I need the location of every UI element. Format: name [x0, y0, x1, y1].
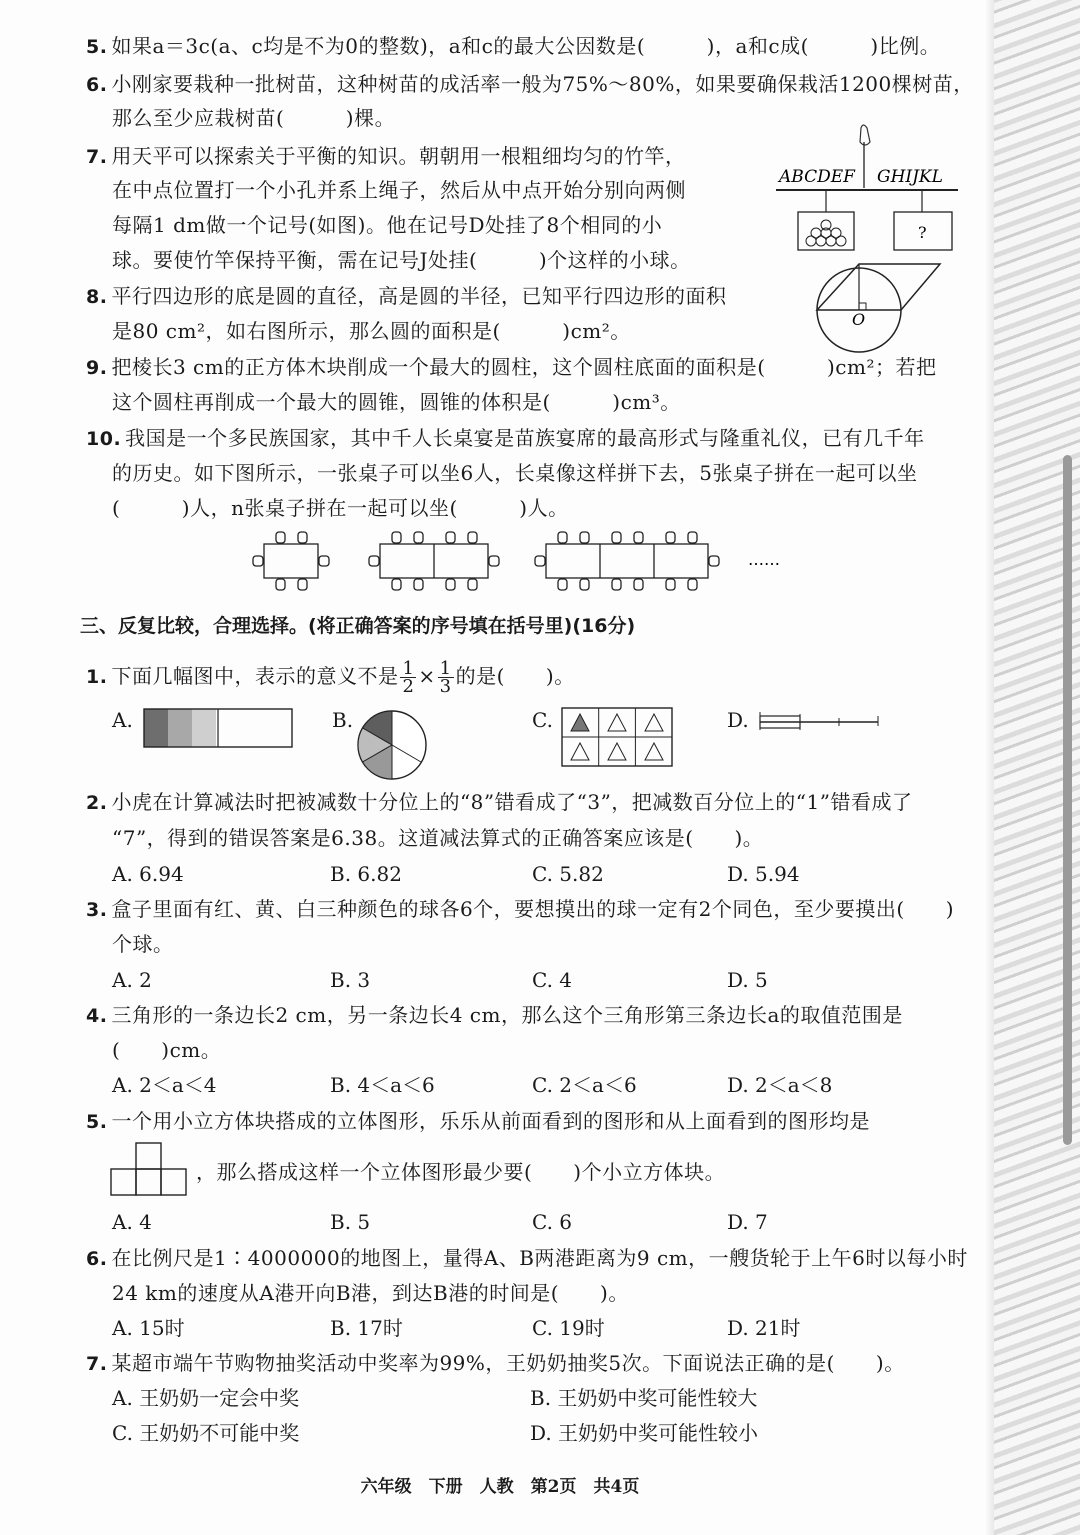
unknown-mark: ?: [918, 223, 927, 242]
option-d-segment-figure: [758, 710, 883, 734]
tables-figure: [248, 530, 808, 590]
option-b-pie-figure: [358, 706, 428, 786]
question-2-7: 7. 用天平可以探索关于平衡的知识。朝朝用一根粗细均匀的竹竿，: [86, 144, 686, 168]
scrollbar[interactable]: [1063, 455, 1072, 1145]
section-3-title: 三、反复比较，合理选择。(将正确答案的序号填在括号里)(16分): [80, 615, 636, 637]
question-2-9: 9. 把棱长3 cm的正方体木块削成一个最大的圆柱，这个圆柱底面的面积是( )cm²；若把: [86, 355, 937, 379]
fraction-one-half: $\frac{1}{2}$: [402, 658, 415, 697]
choice-question-5: 5. 一个用小立方体块搭成的立体图形，乐乐从前面看到的图形和从上面看到的图形均是: [86, 1109, 870, 1133]
question-2-5: 5. 如果a＝3c(a、c均是不为0的整数)，a和c的最大公因数是( )，a和c成( )比例。: [86, 34, 941, 58]
option-c-triangles-figure: [562, 708, 674, 768]
page-footer: 六年级 下册 人教 第2页 共4页: [360, 1477, 640, 1497]
question-2-6: 6. 小刚家要栽种一批树苗，这种树苗的成活率一般为75%～80%，如果要确保栽活1200棵树苗，: [86, 72, 974, 96]
choice-question-1: 1. 下面几幅图中，表示的意义不是 $\frac{1}{2}$ × $\frac{1}{3}$ 的是( )。: [86, 658, 575, 697]
balance-figure: [776, 120, 966, 260]
choice-question-4: 4. 三角形的一条边长2 cm，另一条边长4 cm，那么这个三角形第三条边长a的取值范围是: [86, 1003, 903, 1027]
ellipsis: ……: [748, 550, 780, 569]
choice-question-2: 2. 小虎在计算减法时把被减数十分位上的“8”错看成了“3”，把减数百分位上的“1”错看成了: [86, 790, 913, 814]
right-letters: GHIJKL: [877, 167, 943, 187]
choice-question-6: 6. 在比例尺是1∶4000000的地图上，量得A、B两港距离为9 cm，一艘货轮于上午6时以每小时: [86, 1246, 968, 1270]
exam-page: 5. 如果a＝3c(a、c均是不为0的整数)，a和c的最大公因数是( )，a和c成( )比例。 6. 小刚家要栽种一批树苗，这种树苗的成活率一般为75%～80%，如果要确保栽活1200棵树苗， 那么至少应栽树苗( )棵。 7. 用天平可以探索关于平衡的知识。朝朝用一根粗细均匀的竹竿， 在中点位置打一个小孔并系上绳子，然后从中点开始分别向两侧 每隔1 dm做一个记号(如图)。他在记号D处挂了8个相同的小 球。要使竹竿保持平衡，需在记号J处挂( )个这样的小球。 ABCDEF GHIJKL ? 8. 平行四边形的底是圆的直径，高是圆的半径，已知平行四边形的面积 是80 cm²，如右图所示，那么圆的面积是( )cm²。 O 9. 把棱长3 cm的正方体木块削成一个最大的圆柱，这个圆柱底面的面积是( )cm²；若把 这个圆柱再削成一个最大的圆锥，圆锥的体积是( )cm³。 10. 我国是一个多民族国家，其中千人长桌宴是苗族宴席的最高形式与隆重礼仪，已有几千年 的历史。如下图所示，一张桌子可以坐6人，长桌像这样拼下去，5张桌子拼在一起可以坐 ( )人，n张桌子拼在一起可以坐( )人。 …… 三、反复比较，合理选择。(将正确答案的序号填在括号里)(16分) 1. 下面几幅图中，表示的意义不是 $\frac{1}{2}$ × $\frac{1}{3}$ 的是( )。 A. B. C. D. 2. 小虎在计算减法时把被减数十分位上的“8”错看成了“3”，把减数百分位上的“1”错看成了 “7”，得到的错误答案是6.38。这道减法算式的正确答案应该是( )。 A. 6.94 B. 6.82 C. 5.82 D. 5.94 3. 盒子里面有红、黄、白三种颜色的球各6个，要想摸出的球一定有2个同色，至少要摸出( ) 个球。 A. 2 B. 3 C. 4 D. 5 4. 三角形的一条边长2 cm，另一条边长4 cm，那么这个三角形第三条边长a的取值范围是 ( )cm。 A. 2＜a＜4 B. 4＜a＜6 C. 2＜a＜6 D. 2＜a＜8 5. 一个用小立方体块搭成的立体图形，乐乐从前面看到的图形和从上面看到的图形均是 ，那么搭成这样一个立体图形最少要( )个小立方体块。 A. 4 B. 5 C. 6 D. 7 6. 在比例尺是1∶4000000的地图上，量得A、B两港距离为9 cm，一艘货轮于上午6时以每小时 24 km的速度从A港开向B港，到达B港的时间是( )。 A. 15时 B. 17时 C. 19时 D. 21时 7. 某超市端午节购物抽奖活动中奖率为99%，王奶奶抽奖5次。下面说法正确的是( )。 A. 王奶奶一定会中奖 B. 王奶奶中奖可能性较大 C. 王奶奶不可能中奖 D. 王奶奶中奖可能性较小 六年级 下册 人教 第2页 共4页: [0, 0, 1080, 1535]
fraction-one-third: $\frac{1}{3}$: [439, 658, 452, 697]
circle-parallelogram-figure: [812, 258, 952, 368]
option-a-bar-figure: [144, 708, 294, 750]
center-label: O: [852, 310, 866, 329]
left-letters: ABCDEF: [779, 167, 855, 187]
choice-question-3: 3. 盒子里面有红、黄、白三种颜色的球各6个，要想摸出的球一定有2个同色，至少要摸出( ): [86, 897, 955, 921]
question-2-8: 8. 平行四边形的底是圆的直径，高是圆的半径，已知平行四边形的面积: [86, 284, 727, 308]
cube-view-figure: [110, 1142, 190, 1198]
choice-question-7: 7. 某超市端午节购物抽奖活动中奖率为99%，王奶奶抽奖5次。下面说法正确的是( )。: [86, 1351, 905, 1375]
question-2-10: 10. 我国是一个多民族国家，其中千人长桌宴是苗族宴席的最高形式与隆重礼仪，已有几千年: [86, 426, 925, 450]
